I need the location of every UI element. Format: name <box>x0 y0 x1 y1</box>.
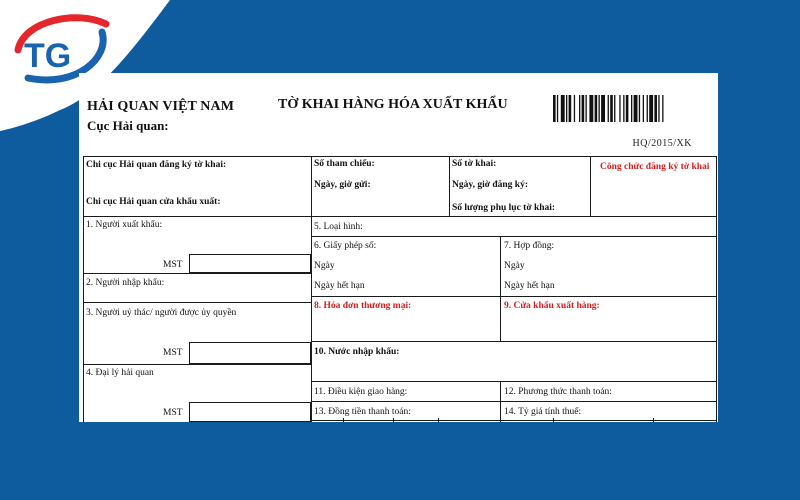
declaration-no-label: Số tờ khai: <box>452 159 497 169</box>
trustee-label: 3. Người uỷ thác/ người được ủy quyền <box>86 308 237 318</box>
column-divider <box>311 156 312 422</box>
table-border-left <box>83 156 84 422</box>
barcode-bar <box>574 95 575 122</box>
barcode-bar <box>658 95 659 122</box>
tick-mark <box>553 418 554 422</box>
registering-office-label: Chi cục Hải quan đăng ký tờ khai: <box>86 160 227 170</box>
appendix-count-label: Số lượng phụ lục tờ khai: <box>452 203 556 213</box>
barcode-bar <box>595 95 598 122</box>
agent-mst-label: MST <box>163 408 183 418</box>
trustee-mst-label: MST <box>163 348 183 358</box>
row-divider <box>311 236 717 237</box>
exporter-mst-label: MST <box>163 260 183 270</box>
exporter-label: 1. Người xuất khẩu: <box>86 220 163 230</box>
barcode-bar <box>586 95 587 122</box>
registration-datetime-label: Ngày, giờ đăng ký: <box>452 180 528 190</box>
declaration-table <box>83 156 717 422</box>
barcode-bar <box>654 95 657 122</box>
barcode-bar <box>623 95 624 122</box>
trustee-mst-field[interactable] <box>189 342 311 364</box>
license-date-label: Ngày <box>314 261 335 271</box>
barcode-bar <box>569 95 572 122</box>
form-code: HQ/2015/XK <box>632 138 692 149</box>
row-divider <box>311 341 717 342</box>
tick-mark <box>343 418 344 422</box>
importer-label: 2. Người nhập khẩu: <box>86 278 165 288</box>
row-divider <box>311 401 717 402</box>
barcode-bar <box>589 95 593 122</box>
payment-currency-label: 13. Đồng tiền thanh toán: <box>314 407 411 417</box>
agency-name: HẢI QUAN VIỆT NAM <box>87 99 235 114</box>
row-divider <box>311 296 717 297</box>
barcode-bar <box>601 95 605 122</box>
barcode-bar <box>639 95 640 122</box>
barcode-bar <box>610 95 613 122</box>
tick-mark <box>438 418 439 422</box>
reference-no-label: Số tham chiếu: <box>314 159 375 169</box>
contract-date-label: Ngày <box>504 261 525 271</box>
customs-declaration-form <box>79 73 718 422</box>
column-divider <box>449 156 450 216</box>
tick-mark <box>393 418 394 422</box>
exporter-mst-field[interactable] <box>189 254 311 273</box>
table-border-right <box>716 156 717 422</box>
customs-agent-label: 4. Đại lý hải quan <box>86 368 154 378</box>
contract-expiry-label: Ngày hết hạn <box>504 281 555 291</box>
officer-label: Công chức đăng ký tờ khai <box>600 162 710 172</box>
barcode-bar <box>566 95 567 122</box>
barcode-bar <box>619 95 620 122</box>
barcode-bar <box>599 95 600 122</box>
tick-mark <box>653 418 654 422</box>
form-title: TỜ KHAI HÀNG HÓA XUẤT KHẨU <box>278 97 508 112</box>
exchange-rate-label: 14. Tỷ giá tính thuế: <box>504 407 582 417</box>
barcode-bar <box>626 95 629 122</box>
logo-text: TG <box>24 37 72 75</box>
row-divider <box>83 302 311 303</box>
barcode-bar <box>631 95 632 122</box>
department-label: Cục Hải quan: <box>87 118 169 133</box>
barcode-bar <box>579 95 580 122</box>
row-divider <box>83 364 311 365</box>
barcode-bar <box>614 95 615 122</box>
barcode-bar <box>634 95 638 122</box>
contract-label: 7. Hợp đồng: <box>504 241 555 251</box>
license-no-label: 6. Giấy phép số: <box>314 241 377 251</box>
row-divider <box>83 216 717 217</box>
column-divider <box>590 156 591 216</box>
row-divider <box>83 273 311 274</box>
barcode-bar <box>662 95 663 122</box>
table-border-top <box>83 156 717 157</box>
column-divider <box>500 236 501 341</box>
barcode-bar <box>557 95 558 122</box>
delivery-terms-label: 11. Điều kiện giao hàng: <box>314 387 408 397</box>
exit-office-label: Chi cục Hải quan cửa khẩu xuất: <box>86 197 221 207</box>
barcode-bar <box>643 95 644 122</box>
payment-method-label: 12. Phương thức thanh toán: <box>504 387 612 397</box>
row-divider <box>311 381 717 382</box>
barcode-bar <box>608 95 609 122</box>
agent-mst-field[interactable] <box>189 402 311 422</box>
barcode-bar <box>553 95 556 122</box>
barcode-image <box>553 95 701 122</box>
barcode-bar <box>561 95 565 122</box>
import-country-label: 10. Nước nhập khẩu: <box>314 347 400 357</box>
barcode-bar <box>649 95 653 122</box>
send-datetime-label: Ngày, giờ gửi: <box>314 180 371 190</box>
column-divider <box>500 381 501 422</box>
license-expiry-label: Ngày hết hạn <box>314 281 365 291</box>
barcode-bar <box>582 95 585 122</box>
row-divider <box>311 420 717 421</box>
exit-gate-label: 9. Cửa khẩu xuất hàng: <box>504 301 600 311</box>
type-label: 5. Loại hình: <box>314 222 363 232</box>
invoice-label: 8. Hóa đơn thương mại: <box>314 301 412 311</box>
barcode-bar <box>647 95 648 122</box>
